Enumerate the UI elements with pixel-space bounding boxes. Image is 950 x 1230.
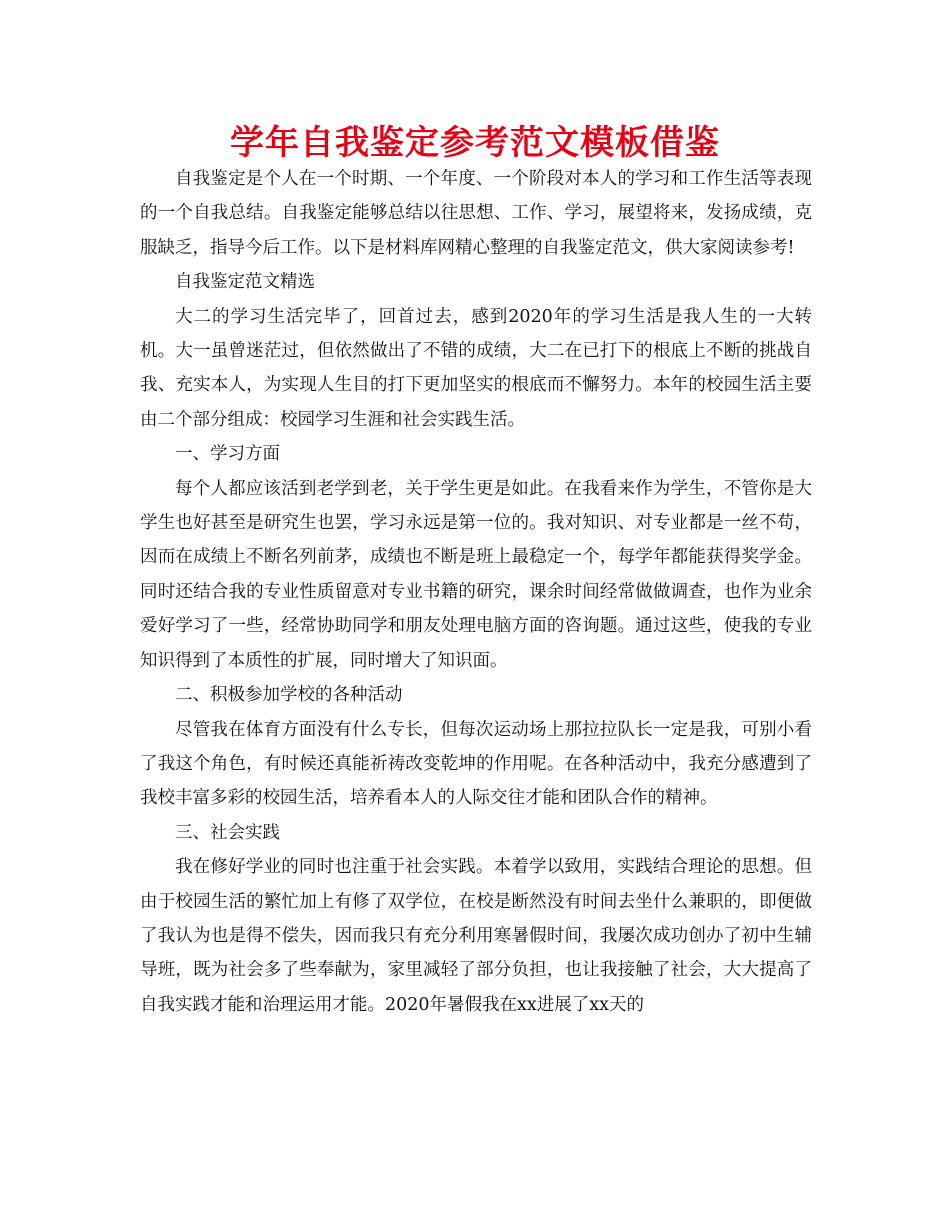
section-heading-samples: 自我鉴定范文精选 (175, 272, 315, 293)
section-heading-activities: 二、积极参加学校的各种活动 (175, 685, 403, 706)
document-body (140, 162, 812, 1022)
section-heading-practice: 三、社会实践 (175, 822, 280, 843)
body-paragraph: 每个人都应该活到老学到老，关于学生更是如此。在我看来作为学生，不管你是大学生也好甚至是研究生也罢，学习永远是第一位的。我对知识、对专业都是一丝不苟，因而在成绩上不断名列前茅，成绩也不断是班上最稳定一个，每学年都能获得奖学金。同时还结合我的专业性质留意对专业书籍的研究，课余时间经常做做调查，也作为业余爱好学习了一些，经常协助同学和朋友处理电脑方面的咨询题。通过这些，使我的专业知识得到了本质性的扩展，同时增大了知识面。 (140, 478, 812, 671)
intro-paragraph: 自我鉴定是个人在一个时期、一个年度、一个阶段对本人的学习和工作生活等表现的一个自我总结。自我鉴定能够总结以往思想、工作、学习，展望将来，发扬成绩，克服缺乏，指导今后工作。以下是材料库网精心整理的自我鉴定范文，供大家阅读参考! (140, 169, 812, 258)
body-paragraph: 尽管我在体育方面没有什么专长，但每次运动场上那拉拉队长一定是我，可别小看了我这个角色，有时候还真能祈祷改变乾坤的作用呢。在各种活动中，我充分感遭到了我校丰富多彩的校园生活，培养看本人的人际交往才能和团队合作的精神。 (140, 719, 812, 809)
body-paragraph: 我在修好学业的同时也注重于社会实践。本着学以致用，实践结合理论的思想。但由于校园生活的繁忙加上有修了双学位，在校是断然没有时间去坐什么兼职的，即便做了我认为也是得不偿失，因而我只有充分利用寒暑假时间，我屡次成功创办了初中生辅导班，既为社会多了些奉献为，家里减轻了部分负担，也让我接触了社会，大大提高了自我实践才能和治理运用才能。2020年暑假我在xx进展了xx天的 (140, 857, 812, 1015)
body-paragraph: 大二的学习生活完毕了，回首过去，感到2020年的学习生活是我人生的一大转机。大一虽曾迷茫过，但依然做出了不错的成绩，大二在已打下的根底上不断的挑战自我、充实本人，为实现人生目的打下更加坚实的根底而不懈努力。本年的校园生活主要由二个部分组成：校园学习生涯和社会实践生活。 (140, 306, 812, 430)
section-heading-study: 一、学习方面 (175, 444, 280, 465)
document-title: 学年自我鉴定参考范文模板借鉴 (230, 123, 720, 163)
